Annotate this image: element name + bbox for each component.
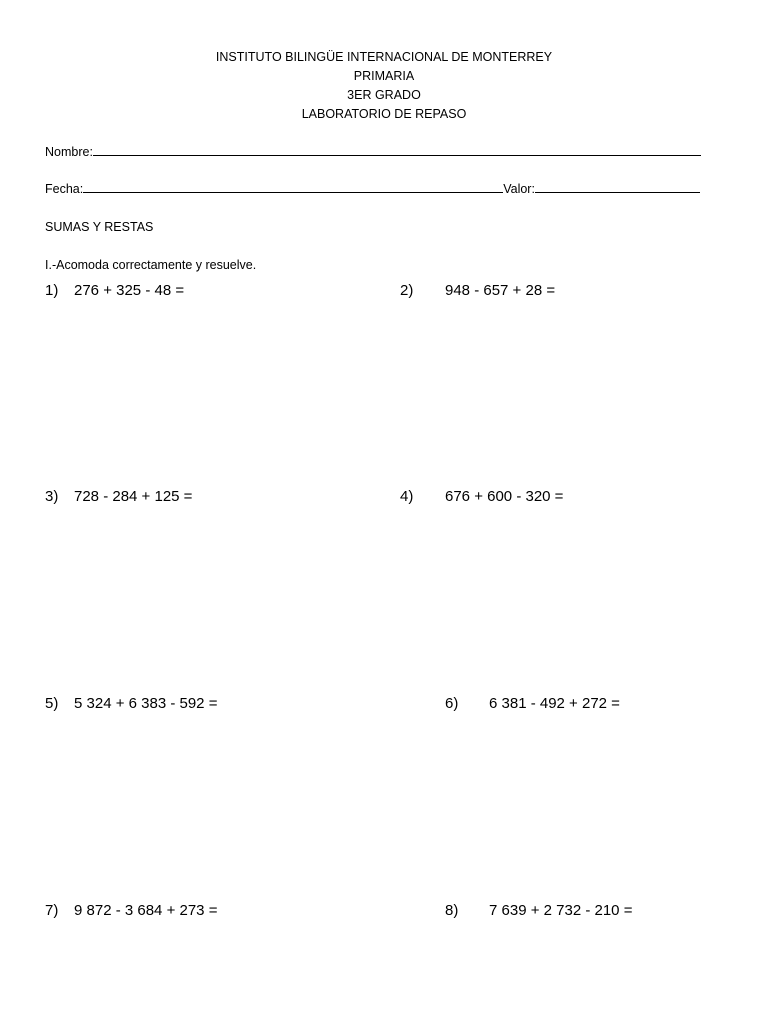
problem-number: 1) (45, 282, 59, 299)
instruction-text: I.-Acomoda correctamente y resuelve. (45, 258, 257, 272)
date-value-row (45, 181, 700, 197)
problem-expression: 728 - 284 + 125 = (74, 488, 193, 505)
name-field-row (45, 144, 701, 160)
name-blank[interactable] (93, 144, 701, 156)
problem-number: 2) (400, 282, 414, 299)
problem-number: 6) (445, 695, 459, 712)
problem-expression: 6 381 - 492 + 272 = (489, 695, 620, 712)
problem-expression: 676 + 600 - 320 = (445, 488, 564, 505)
problem-number: 3) (45, 488, 59, 505)
problem-number: 5) (45, 695, 59, 712)
grade: 3ER GRADO (347, 88, 421, 102)
problem-number: 4) (400, 488, 414, 505)
document-header (0, 48, 768, 124)
date-label: Fecha: (45, 182, 84, 196)
problem-number: 8) (445, 902, 459, 919)
document-title: LABORATORIO DE REPASO (301, 107, 467, 121)
problem-expression: 5 324 + 6 383 - 592 = (74, 695, 218, 712)
problem-expression: 7 639 + 2 732 - 210 = (489, 902, 633, 919)
problem-expression: 948 - 657 + 28 = (445, 282, 556, 299)
section-title: SUMAS Y RESTAS (45, 220, 154, 234)
date-blank[interactable] (83, 181, 503, 193)
school-level: PRIMARIA (353, 69, 415, 83)
problem-expression: 276 + 325 - 48 = (74, 282, 185, 299)
problem-expression: 9 872 - 3 684 + 273 = (74, 902, 218, 919)
value-blank[interactable] (535, 181, 700, 193)
school-name: INSTITUTO BILINGÜE INTERNACIONAL DE MONTERREY (215, 50, 553, 64)
problem-number: 7) (45, 902, 59, 919)
name-label: Nombre: (45, 145, 93, 159)
value-label: Valor: (503, 182, 535, 196)
